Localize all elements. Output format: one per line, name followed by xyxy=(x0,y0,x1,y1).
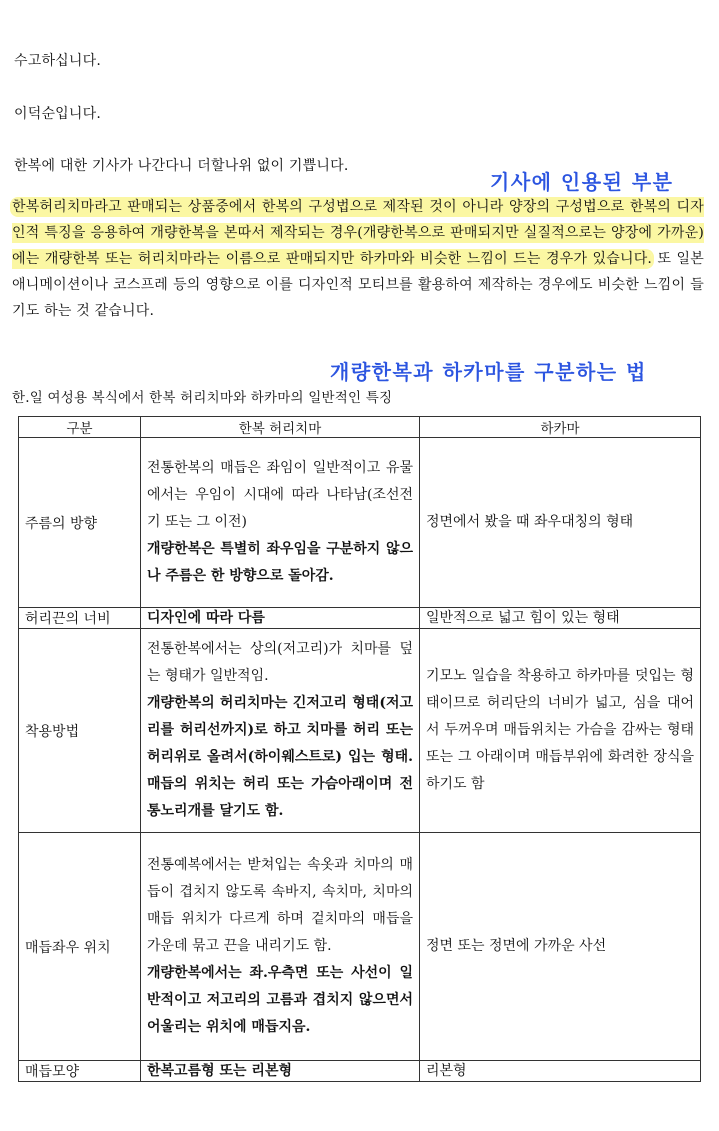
table-header-row xyxy=(19,417,701,438)
author-line: 이덕순입니다. xyxy=(14,106,101,122)
table-row xyxy=(19,608,701,629)
hanbok-bold-text: 개량한복은 특별히 좌우임을 구분하지 않으나 주름은 한 방향으로 돌아감. xyxy=(147,541,413,584)
comparison-table xyxy=(18,416,701,1082)
callout-distinguish: 개량한복과 하카마를 구분하는 법 xyxy=(330,360,647,384)
hanbok-text: 전통예복에서는 받쳐입는 속옷과 치마의 매듭이 겹치지 않도록 속바지, 속치마, 치마의 매듭 위치가 다르게 하며 겉치마의 매듭을 가운데 묶고 끈을 내리기도 함. xyxy=(147,857,413,954)
hakama-cell: 정면 또는 정면에 가까운 사선 xyxy=(420,833,701,1061)
callout-quoted-part: 기사에 인용된 부분 xyxy=(490,170,674,194)
main-paragraph xyxy=(12,194,704,324)
header-hanbok: 한복 허리치마 xyxy=(141,417,420,438)
table-row xyxy=(19,833,701,1061)
hanbok-cell xyxy=(141,833,420,1061)
row-label: 허리끈의 너비 xyxy=(19,608,141,629)
hanbok-bold-text: 디자인에 따라 다름 xyxy=(147,610,265,626)
hakama-cell: 기모노 일습을 착용하고 하카마를 덧입는 형태이므로 허리단의 너비가 넓고, 심을 대어서 두꺼우며 매듭위치는 가슴을 감싸는 형태 또는 그 아래이며 매듭부위에 화려한 장식을 하기도 함 xyxy=(420,629,701,833)
hanbok-text: 전통한복에서는 상의(저고리)가 치마를 덮는 형태가 일반적임. xyxy=(147,641,413,684)
hanbok-bold-text: 한복고름형 또는 리본형 xyxy=(147,1063,292,1079)
table-row xyxy=(19,438,701,608)
header-hakama: 하카마 xyxy=(420,417,701,438)
row-label: 매듭좌우 위치 xyxy=(19,833,141,1061)
row-label: 착용방법 xyxy=(19,629,141,833)
hakama-cell: 리본형 xyxy=(420,1061,701,1082)
paragraph-rest: 또 일본 애니메이션이나 코스프레 등의 영향으로 이를 디자인적 모티브를 활용하여 제작하는 경우에도 비슷한 느낌이 들기도 하는 것 같습니다. xyxy=(12,251,704,319)
hanbok-bold-text: 개량한복에서는 좌.우측면 또는 사선이 일반적이고 저고리의 고름과 겹치지 않으면서 어울리는 위치에 매듭지음. xyxy=(147,965,413,1035)
row-label: 주름의 방향 xyxy=(19,438,141,608)
table-caption: 한.일 여성용 복식에서 한복 허리치마와 하카마의 일반적인 특징 xyxy=(12,390,393,406)
hanbok-cell xyxy=(141,1061,420,1082)
highlighted-quote: 한복허리치마라고 판매되는 상품중에서 한복의 구성법으로 제작된 것이 아니라 양장의 구성법으로 한복의 디자인적 특징을 응용하여 개량한복을 본따서 제작되는 경우(개량한복으로 판매되지만 실질적으로는 양장에 가까운)에는 개량한복 또는 허리치마라는 이름으로 판매되지만 하카마와 비슷한 느낌이 드는 경우가 있습니다. xyxy=(12,199,704,267)
greeting-line: 수고하십니다. xyxy=(14,53,101,69)
intro-line: 한복에 대한 기사가 나간다니 더할나위 없이 기쁩니다. xyxy=(14,158,349,174)
row-label: 매듭모양 xyxy=(19,1061,141,1082)
hakama-cell: 정면에서 봤을 때 좌우대칭의 형태 xyxy=(420,438,701,608)
header-category: 구분 xyxy=(19,417,141,438)
table-row xyxy=(19,629,701,833)
hanbok-cell xyxy=(141,608,420,629)
hanbok-cell xyxy=(141,629,420,833)
hanbok-text: 전통한복의 매듭은 좌임이 일반적이고 유물에서는 우임이 시대에 따라 나타남(조선전기 또는 그 이전) xyxy=(147,460,413,530)
hakama-cell: 일반적으로 넓고 힘이 있는 형태 xyxy=(420,608,701,629)
hanbok-cell xyxy=(141,438,420,608)
hanbok-bold-text: 개량한복의 허리치마는 긴저고리 형태(저고리를 허리선까지)로 하고 치마를 허리 또는 허리위로 올려서(하이웨스트로) 입는 형태. 매듭의 위치는 허리 또는 가슴아래이며 전통노리개를 달기도 함. xyxy=(147,695,413,819)
table-row xyxy=(19,1061,701,1082)
